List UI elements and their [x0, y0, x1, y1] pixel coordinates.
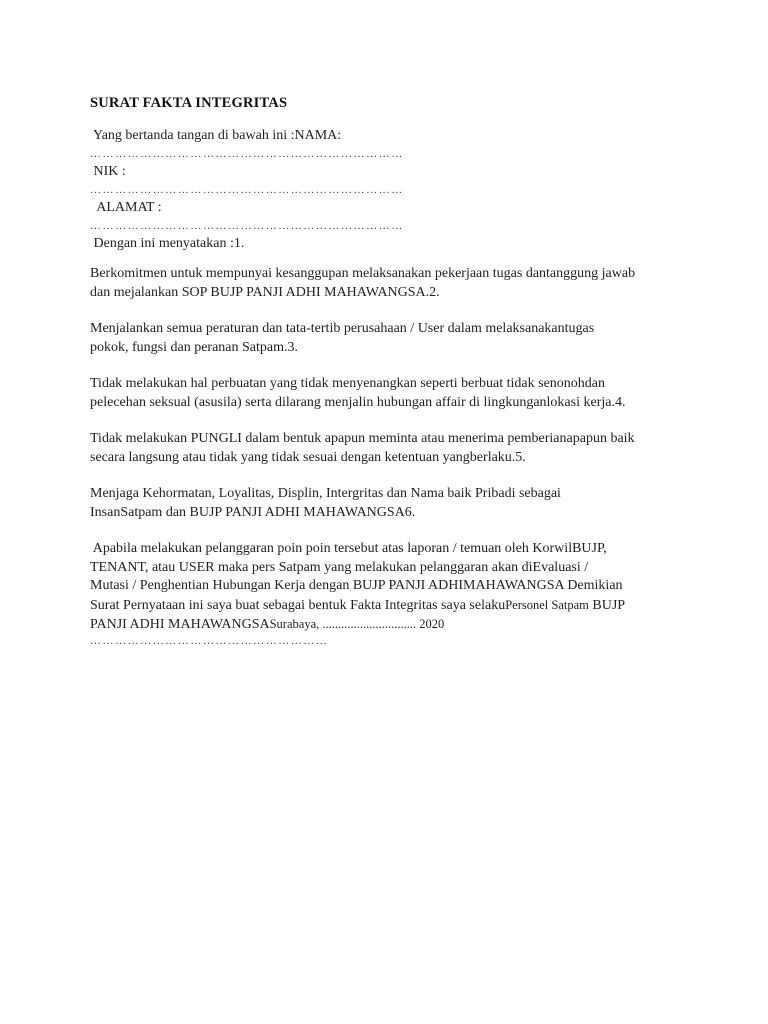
paragraph-6-line-4: Surat Pernyataan ini saya buat sebagai bentuk Fakta Integritas saya selaku [90, 597, 506, 613]
nik-dots: ………………………………………………………………… [90, 184, 404, 196]
paragraph-6-line-1: Apabila melakukan pelanggaran poin poin tersebut atas laporan / temuan oleh KorwilBUJP, [90, 541, 607, 556]
paragraph-5-line-2: InsanSatpam dan BUJP PANJI ADHI MAHAWANGSA6. [90, 504, 416, 520]
intro-line: Yang bertanda tangan di bawah ini :NAMA: [90, 128, 342, 143]
paragraph-5-line-1: Menjaga Kehormatan, Loyalitas, Displin, Intergritas dan Nama baik Pribadi sebagai [90, 486, 561, 501]
paragraph-1 [90, 265, 690, 302]
document-title: SURAT FAKTA INTEGRITAS [90, 95, 288, 111]
paragraph-4 [90, 430, 690, 467]
paragraph-4-line-2: secara langsung atau tidak yang tidak sesuai dengan ketentuan yangberlaku.5. [90, 449, 526, 465]
paragraph-2-line-1: Menjalankan semua peraturan dan tata-tertib perusahaan / User dalam melaksanakantugas [90, 321, 595, 336]
paragraph-4-line-1: Tidak melakukan PUNGLI dalam bentuk apapun meminta atau menerima pemberianapapun baik [90, 431, 635, 446]
paragraph-6-line-5a: PANJI ADHI MAHAWANGSA [90, 617, 270, 632]
paragraph-2-line-2: pokok, fungsi dan peranan Satpam.3. [90, 339, 299, 355]
city-date-line: Surabaya, .............................. 2020 [269, 617, 445, 631]
paragraph-3 [90, 375, 690, 412]
paragraph-5 [90, 485, 690, 522]
paragraph-1-line-2: dan mejalankan SOP BUJP PANJI ADHI MAHAWANGSA.2. [90, 284, 440, 300]
paragraph-3-line-1: Tidak melakukan hal perbuatan yang tidak menyenangkan seperti berbuat tidak senonohdan [90, 376, 605, 391]
nik-label: NIK : [90, 164, 126, 179]
name-dots: ………………………………………………………………… [90, 148, 404, 160]
alamat-dots: ………………………………………………………………… [90, 220, 404, 232]
personel-satpam-text: Personel Satpam [505, 597, 589, 612]
paragraph-3-line-2: pelecehan seksual (asusila) serta dilarang menjalin hubungan affair di lingkunganlokasi kerja.4. [90, 394, 626, 410]
paragraph-6-line-4-tail: BUJP [588, 597, 626, 613]
paragraph-6-line-2: TENANT, atau USER maka pers Satpam yang melakukan pelanggaran akan diEvaluasi / [90, 559, 589, 575]
paragraph-1-line-1: Berkomitmen untuk mempunyai kesanggupan melaksanakan pekerjaan tugas dantanggung jawab [90, 266, 636, 281]
paragraph-6 [90, 540, 690, 635]
document-page [90, 94, 690, 647]
paragraph-2 [90, 320, 690, 357]
alamat-label: ALAMAT : [90, 200, 162, 215]
paragraph-6-line-3: Mutasi / Penghentian Hubungan Kerja dengan BUJP PANJI ADHIMAHAWANGSA Demikian [90, 578, 623, 593]
signature-dots: ………………………………………………… [90, 634, 329, 647]
statement-line: Dengan ini menyatakan :1. [90, 236, 245, 251]
